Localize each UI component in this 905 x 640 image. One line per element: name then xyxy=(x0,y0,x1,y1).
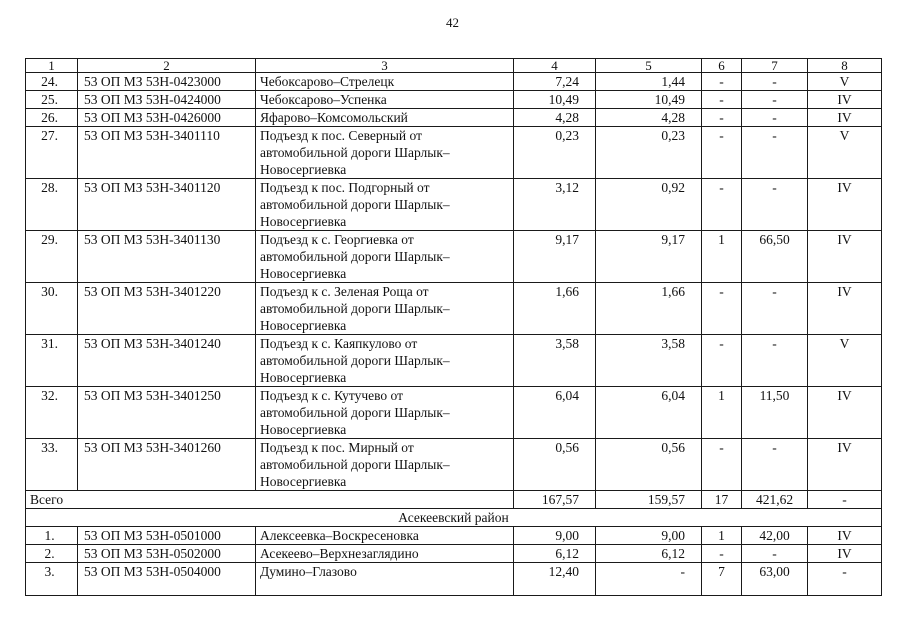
road-name-line: автомобильной дороги Шарлык– xyxy=(260,301,450,316)
road-code: 53 ОП МЗ 53Н-0504000 xyxy=(78,563,256,596)
road-category: IV xyxy=(808,231,882,283)
road-category: V xyxy=(808,73,882,91)
table-row xyxy=(26,283,882,335)
road-code: 53 ОП МЗ 53Н-3401240 xyxy=(78,335,256,387)
col-6-value: - xyxy=(702,179,742,231)
row-number: 31. xyxy=(26,335,78,387)
road-name xyxy=(256,387,514,439)
road-length-2: 1,66 xyxy=(596,283,702,335)
road-length: 6,12 xyxy=(514,545,596,563)
road-name-line: автомобильной дороги Шарлык– xyxy=(260,197,450,212)
road-code: 53 ОП МЗ 53Н-0426000 xyxy=(78,109,256,127)
road-name-line: Подъезд к пос. Мирный от xyxy=(260,440,414,455)
header-row xyxy=(26,59,882,73)
road-category: V xyxy=(808,127,882,179)
col-7-value: 11,50 xyxy=(742,387,808,439)
col-7-value: - xyxy=(742,545,808,563)
col-6-value: 1 xyxy=(702,527,742,545)
road-name-line: Подъезд к с. Георгиевка от xyxy=(260,232,414,247)
road-category: IV xyxy=(808,109,882,127)
table-row xyxy=(26,387,882,439)
road-name-line: автомобильной дороги Шарлык– xyxy=(260,405,450,420)
road-length: 3,58 xyxy=(514,335,596,387)
road-length-2: 9,00 xyxy=(596,527,702,545)
col-7-value: - xyxy=(742,127,808,179)
row-number: 28. xyxy=(26,179,78,231)
road-code: 53 ОП МЗ 53Н-3401130 xyxy=(78,231,256,283)
road-name xyxy=(256,231,514,283)
row-number: 25. xyxy=(26,91,78,109)
road-length-2: 0,92 xyxy=(596,179,702,231)
total-col-7: 421,62 xyxy=(742,491,808,509)
road-length: 0,56 xyxy=(514,439,596,491)
header-cell: 6 xyxy=(702,59,742,73)
road-length: 10,49 xyxy=(514,91,596,109)
road-name-line: Новосергиевка xyxy=(260,214,347,229)
road-name-line: автомобильной дороги Шарлык– xyxy=(260,249,450,264)
road-name: Чебоксарово–Успенка xyxy=(256,91,514,109)
col-6-value: 7 xyxy=(702,563,742,596)
col-6-value: - xyxy=(702,335,742,387)
road-name-line: Новосергиевка xyxy=(260,370,347,385)
road-category: IV xyxy=(808,545,882,563)
road-name xyxy=(256,127,514,179)
row-number: 32. xyxy=(26,387,78,439)
road-code: 53 ОП МЗ 53Н-0424000 xyxy=(78,91,256,109)
road-name-line: автомобильной дороги Шарлык– xyxy=(260,145,450,160)
road-name xyxy=(256,335,514,387)
header-cell: 8 xyxy=(808,59,882,73)
table-row xyxy=(26,439,882,491)
col-7-value: - xyxy=(742,73,808,91)
col-7-value: - xyxy=(742,91,808,109)
header-cell: 2 xyxy=(78,59,256,73)
road-category: IV xyxy=(808,283,882,335)
road-length: 3,12 xyxy=(514,179,596,231)
col-6-value: - xyxy=(702,91,742,109)
col-7-value: - xyxy=(742,179,808,231)
col-6-value: 1 xyxy=(702,387,742,439)
col-7-value: - xyxy=(742,335,808,387)
road-name-line: Подъезд к пос. Северный от xyxy=(260,128,422,143)
col-6-value: - xyxy=(702,127,742,179)
total-category: - xyxy=(808,491,882,509)
road-length: 6,04 xyxy=(514,387,596,439)
road-name xyxy=(256,283,514,335)
page-number: 42 xyxy=(446,15,459,30)
road-length-2: 6,12 xyxy=(596,545,702,563)
col-7-value: - xyxy=(742,109,808,127)
road-code: 53 ОП МЗ 53Н-3401250 xyxy=(78,387,256,439)
road-category: - xyxy=(808,563,882,596)
table-row xyxy=(26,73,882,91)
road-name-line: Новосергиевка xyxy=(260,422,347,437)
road-code: 53 ОП МЗ 53Н-0501000 xyxy=(78,527,256,545)
road-name xyxy=(256,179,514,231)
col-6-value: 1 xyxy=(702,231,742,283)
table-row xyxy=(26,563,882,596)
road-name: Чебоксарово–Стрелецк xyxy=(256,73,514,91)
total-label: Всего xyxy=(26,491,514,509)
road-code: 53 ОП МЗ 53Н-3401110 xyxy=(78,127,256,179)
road-category: IV xyxy=(808,527,882,545)
road-length-2: 1,44 xyxy=(596,73,702,91)
road-length-2: 0,56 xyxy=(596,439,702,491)
col-6-value: - xyxy=(702,439,742,491)
col-7-value: 63,00 xyxy=(742,563,808,596)
road-length-2: 9,17 xyxy=(596,231,702,283)
col-6-value: - xyxy=(702,73,742,91)
road-name xyxy=(256,439,514,491)
road-category: IV xyxy=(808,91,882,109)
table-row xyxy=(26,91,882,109)
total-row xyxy=(26,491,882,509)
road-name-line: автомобильной дороги Шарлык– xyxy=(260,457,450,472)
row-number: 2. xyxy=(26,545,78,563)
row-number: 1. xyxy=(26,527,78,545)
table-row xyxy=(26,109,882,127)
road-name: Алексеевка–Воскресеновка xyxy=(256,527,514,545)
road-length-2: - xyxy=(596,563,702,596)
road-name-line: Новосергиевка xyxy=(260,474,347,489)
total-col-6: 17 xyxy=(702,491,742,509)
col-7-value: - xyxy=(742,283,808,335)
road-length: 0,23 xyxy=(514,127,596,179)
row-number: 30. xyxy=(26,283,78,335)
road-length-2: 0,23 xyxy=(596,127,702,179)
col-7-value: - xyxy=(742,439,808,491)
road-category: IV xyxy=(808,387,882,439)
road-name-line: автомобильной дороги Шарлык– xyxy=(260,353,450,368)
road-code: 53 ОП МЗ 53Н-3401120 xyxy=(78,179,256,231)
table-row xyxy=(26,335,882,387)
total-length: 167,57 xyxy=(514,491,596,509)
row-number: 27. xyxy=(26,127,78,179)
header-cell: 1 xyxy=(26,59,78,73)
road-length: 9,17 xyxy=(514,231,596,283)
col-7-value: 66,50 xyxy=(742,231,808,283)
table-row xyxy=(26,527,882,545)
road-category: IV xyxy=(808,179,882,231)
road-code: 53 ОП МЗ 53Н-0502000 xyxy=(78,545,256,563)
road-name-line: Подъезд к с. Зеленая Роща от xyxy=(260,284,429,299)
header-cell: 4 xyxy=(514,59,596,73)
row-number: 24. xyxy=(26,73,78,91)
road-name: Думино–Глазово xyxy=(256,563,514,596)
total-length-2: 159,57 xyxy=(596,491,702,509)
table-row xyxy=(26,545,882,563)
road-length: 1,66 xyxy=(514,283,596,335)
col-6-value: - xyxy=(702,109,742,127)
district-heading: Асекеевский район xyxy=(26,509,882,527)
road-name: Яфарово–Комсомольский xyxy=(256,109,514,127)
district-row xyxy=(26,509,882,527)
row-number: 26. xyxy=(26,109,78,127)
road-name: Асекеево–Верхнезаглядино xyxy=(256,545,514,563)
road-name-line: Новосергиевка xyxy=(260,266,347,281)
road-name-line: Подъезд к с. Каяпкулово от xyxy=(260,336,418,351)
road-code: 53 ОП МЗ 53Н-3401260 xyxy=(78,439,256,491)
row-number: 29. xyxy=(26,231,78,283)
road-code: 53 ОП МЗ 53Н-0423000 xyxy=(78,73,256,91)
road-name-line: Подъезд к с. Кутучево от xyxy=(260,388,403,403)
table-row xyxy=(26,127,882,179)
row-number: 3. xyxy=(26,563,78,596)
road-length: 12,40 xyxy=(514,563,596,596)
road-length-2: 10,49 xyxy=(596,91,702,109)
table-row xyxy=(26,179,882,231)
road-length-2: 4,28 xyxy=(596,109,702,127)
header-cell: 3 xyxy=(256,59,514,73)
col-6-value: - xyxy=(702,545,742,563)
row-number: 33. xyxy=(26,439,78,491)
road-length-2: 6,04 xyxy=(596,387,702,439)
road-name-line: Новосергиевка xyxy=(260,162,347,177)
road-name-line: Подъезд к пос. Подгорный от xyxy=(260,180,430,195)
col-6-value: - xyxy=(702,283,742,335)
road-category: V xyxy=(808,335,882,387)
road-length: 7,24 xyxy=(514,73,596,91)
road-code: 53 ОП МЗ 53Н-3401220 xyxy=(78,283,256,335)
road-category: IV xyxy=(808,439,882,491)
roads-table xyxy=(25,58,882,596)
header-cell: 5 xyxy=(596,59,702,73)
col-7-value: 42,00 xyxy=(742,527,808,545)
road-length: 4,28 xyxy=(514,109,596,127)
road-length-2: 3,58 xyxy=(596,335,702,387)
header-cell: 7 xyxy=(742,59,808,73)
road-length: 9,00 xyxy=(514,527,596,545)
table-row xyxy=(26,231,882,283)
road-name-line: Новосергиевка xyxy=(260,318,347,333)
